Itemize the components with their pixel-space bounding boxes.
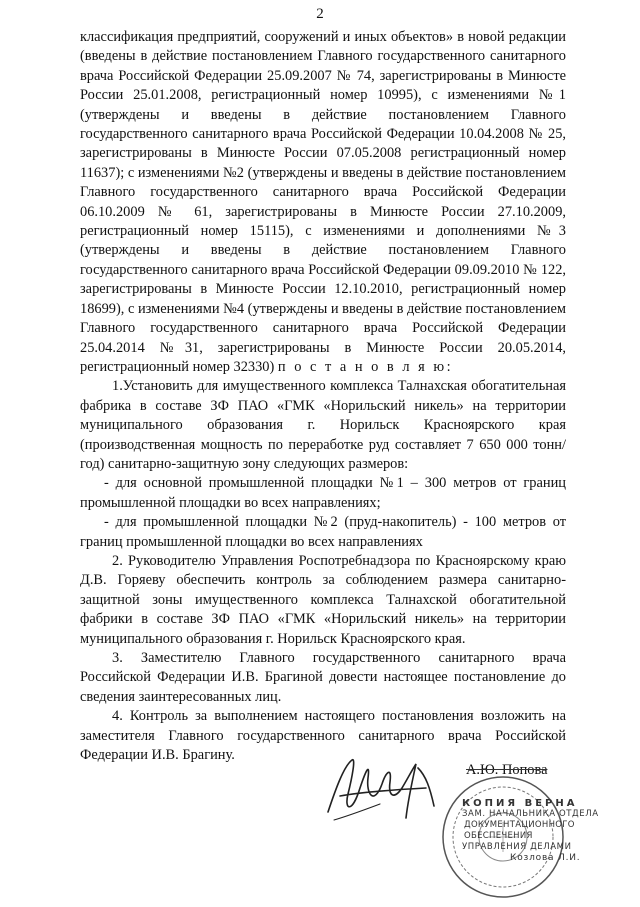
paragraph-item-1: 1.Установить для имущественного комплекса Талнахская обогатительная фабрика в составе ЗФ ПАО «ГМК «Норильский никель» на территории муниципального образования г. Норильск Красноярского края (производственная мощность по переработке руд составляет 7 650 000 тонн/год) санитарно-защитную зону следующих размеров: <box>80 378 566 472</box>
resolve-word: п о с т а н о в л я ю: <box>277 358 454 375</box>
stamp-line-3: ДОКУМЕНТАЦИОННОГО ОБЕСПЕЧЕНИЯ <box>464 820 575 841</box>
paragraph-item-1-dash-1: - для основной промышленной площадки №1 – 300 метров от границ промышленной площадки во всех направлениях; <box>80 475 566 511</box>
document-body <box>80 28 566 765</box>
copy-certification-stamp <box>462 798 632 864</box>
paragraph-item-1-dash-2: - для промышленной площадки №2 (пруд-накопитель) - 100 метров от границ промышленной площадки во всех направлениях <box>80 514 566 550</box>
stamp-line-1: КОПИЯ ВЕРНА <box>462 798 578 809</box>
paragraph-item-4: 4. Контроль за выполнением настоящего постановления возложить на заместителя Главного государственного санитарного врача Российской Федерации И.В. Брагину. <box>80 708 566 764</box>
paragraph-item-3: 3. Заместителю Главного государственного санитарного врача Российской Федерации И.В. Брагиной довести настоящее постановление до сведения заинтересованных лиц. <box>80 650 566 705</box>
page-number: 2 <box>316 6 324 22</box>
stamp-line-2: ЗАМ. НАЧАЛЬНИКА ОТДЕЛА <box>462 809 599 819</box>
stamp-line-5: Козлова Л.И. <box>510 853 581 863</box>
signatory-name: А.Ю. Попова <box>466 762 548 778</box>
handwritten-signature <box>322 748 442 843</box>
paragraph-intro: классификация предприятий, сооружений и иных объектов» в новой редакции (введены в действие постановлением Главного государственного санитарного врача Российской Федерации 25.09.2007 № 74, зарегистрированы в Минюсте России 25.01.2008, регистрационный номер 10995), с изменениями №1 (утверждены и введены в действие постановлением Главного государственного санитарного врача Российской Федерации 10.04.2008 № 25, зарегистрированы в Минюсте России 07.05.2008 регистрационный номер 11637); с изменениями №2 (утверждены и введены в действие постановлением Главного государственного санитарного врача Российской Федерации 06.10.2009 № 61, зарегистрированы в Минюсте России 27.10.2009, регистрационный номер 15115), с изменениями и дополнениями №3 (утверждены и введены в действие постановлением Главного государственного санитарного врача Российской Федерации 09.09.2010 № 122, зарегистрированы в Минюсте России 12.10.2010, регистрационный номер 18699), с изменениями №4 (утверждены и введены в действие постановлением Главного государственного санитарного врача Российской Федерации 25.04.2014 №31, зарегистрированы в Минюсте России 20.05.2014, регистрационный номер 32330) п о с т а н о в л я ю: <box>80 29 566 375</box>
stamp-line-4: УПРАВЛЕНИЯ ДЕЛАМИ <box>462 842 572 852</box>
paragraph-item-2: 2. Руководителю Управления Роспотребнадзора по Красноярскому краю Д.В. Горяеву обеспечить контроль за соблюдением размера санитарно-защитной зоны имущественного комплекса Талнахской обогатительной фабрики в составе ЗФ ПАО «ГМК «Норильский никель» на территории муниципального образования г. Норильск Красноярского края. <box>80 552 566 647</box>
